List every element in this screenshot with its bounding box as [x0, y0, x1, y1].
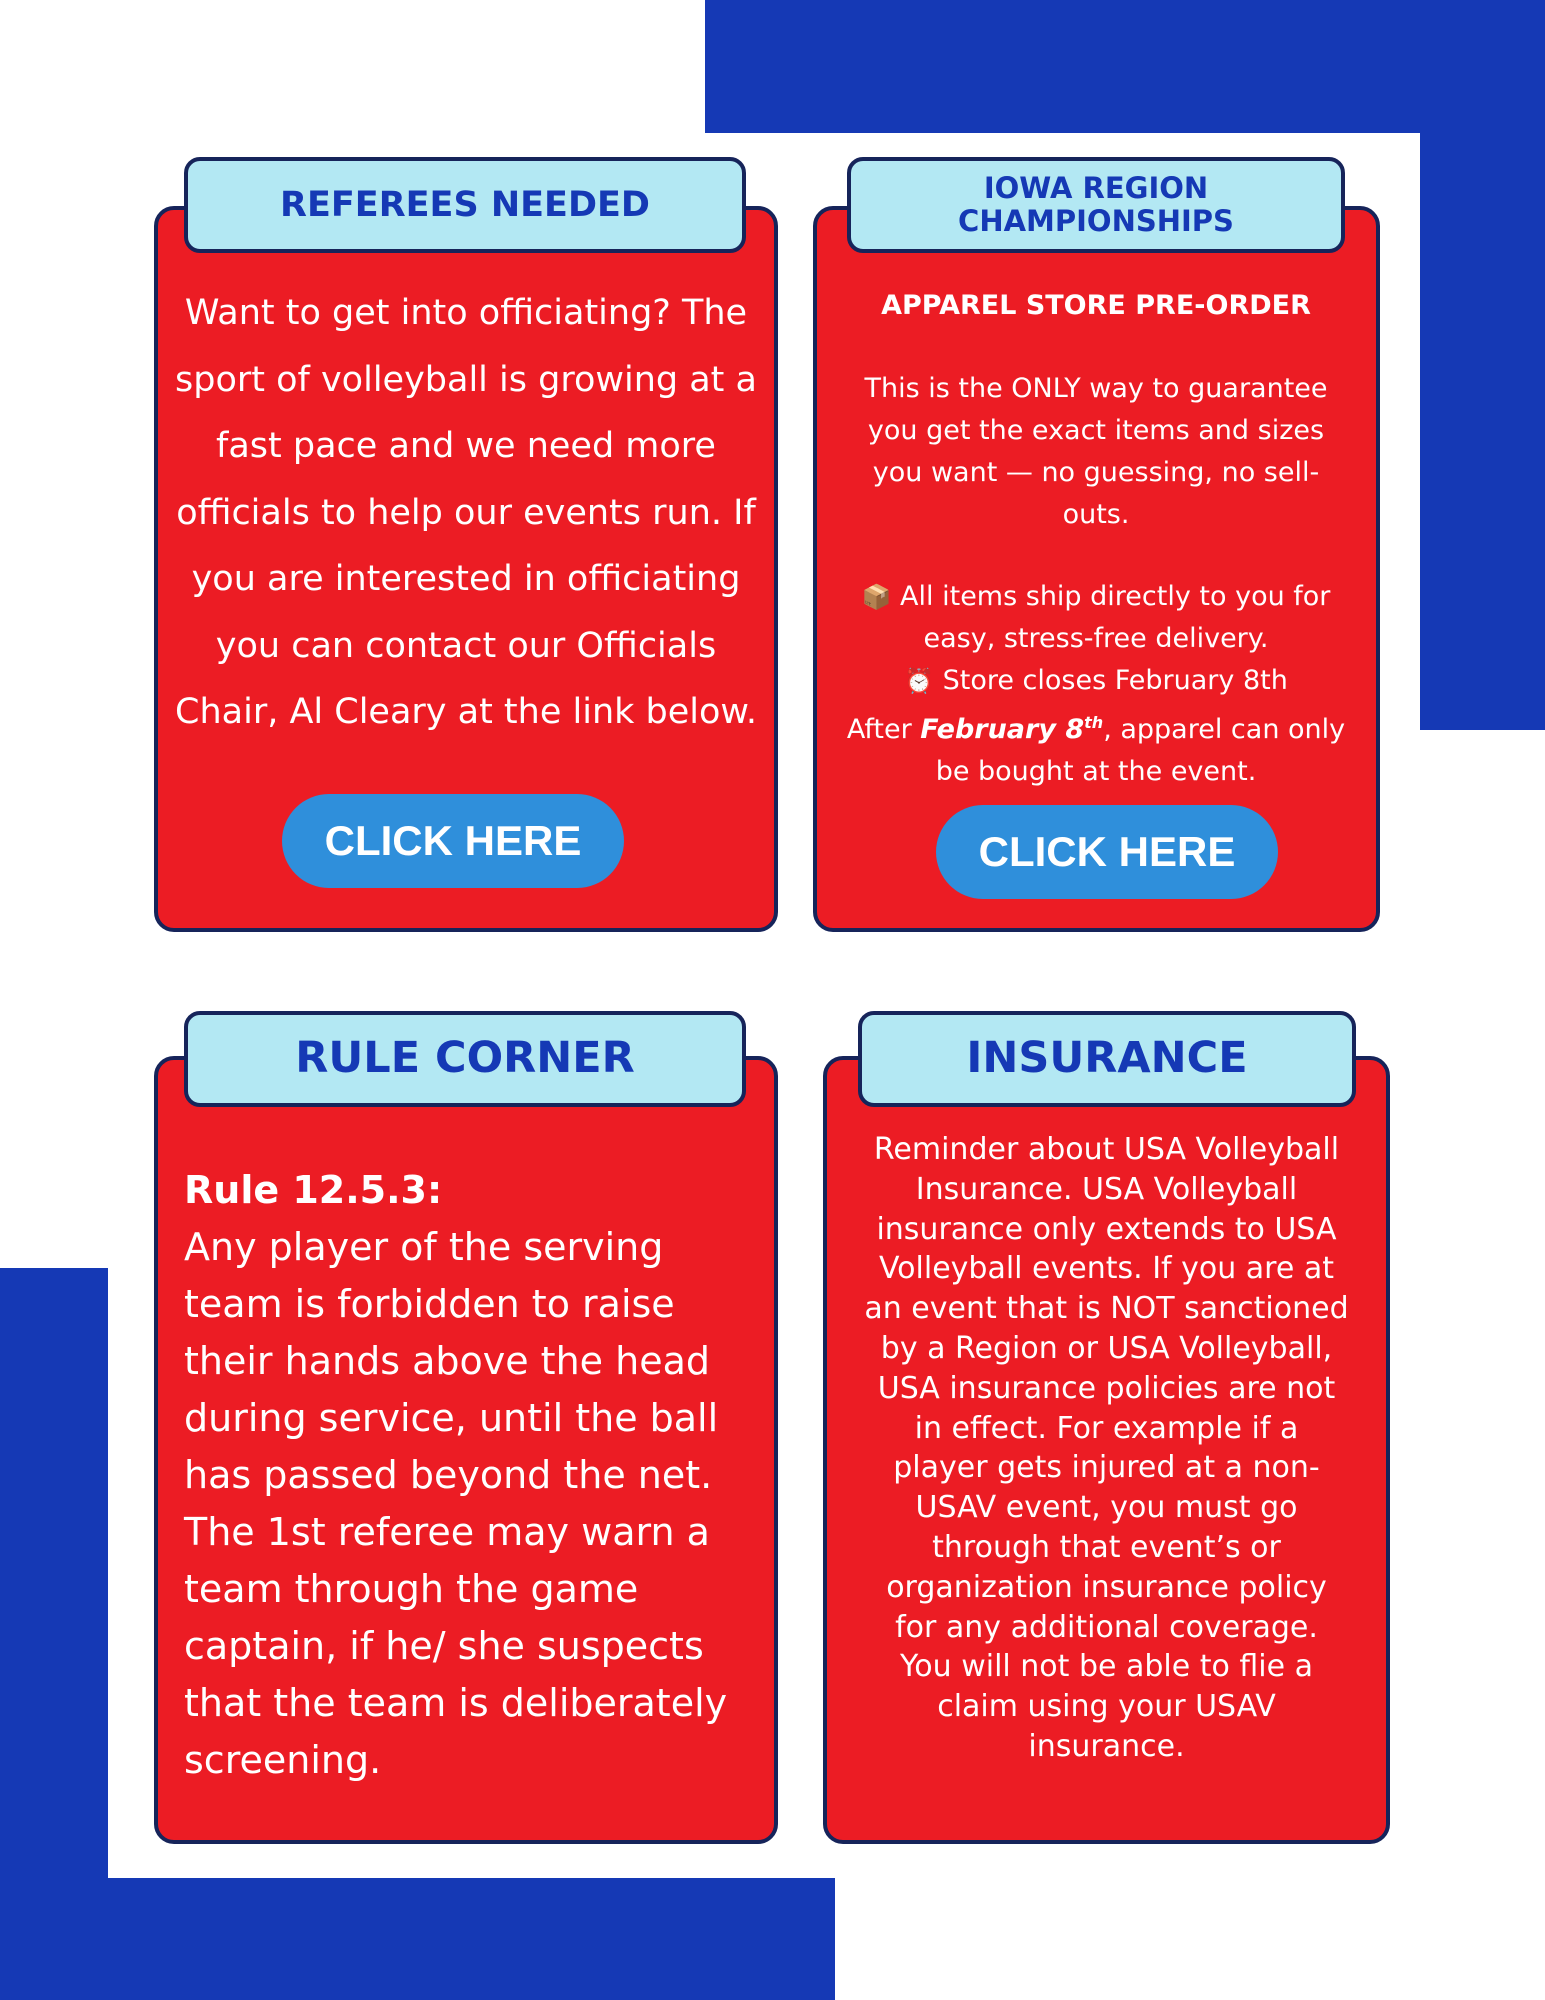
championships-intro-line: you get the exact items and sizes: [867, 415, 1325, 446]
close-line: [826, 660, 1366, 702]
rule-line: Any player of the serving: [184, 1225, 664, 1269]
insurance-line: insurance only extends to USA: [876, 1211, 1337, 1247]
after-line: [826, 702, 1366, 751]
referees-title: [184, 157, 746, 253]
insurance-line: player gets injured at a non-: [893, 1450, 1320, 1486]
insurance-line: organization insurance policy: [886, 1569, 1327, 1605]
after-line-2: be bought at the event.: [935, 756, 1257, 787]
close-text: Store closes February 8th: [942, 665, 1288, 696]
insurance-line: for any additional coverage.: [895, 1609, 1318, 1645]
insurance-line: insurance.: [1028, 1728, 1185, 1764]
championships-subheading: APPAREL STORE PRE-ORDER: [881, 290, 1311, 321]
insurance-line: USA insurance policies are not: [877, 1370, 1336, 1406]
championships-intro-line: you want — no guessing, no sell-: [872, 457, 1320, 488]
championships-details: [826, 576, 1366, 793]
rule-corner-title: [184, 1011, 746, 1107]
rule-heading: Rule 12.5.3:: [184, 1168, 443, 1212]
rule-line: The 1st referee may warn a: [184, 1510, 710, 1554]
ship-line: [826, 576, 1366, 618]
referees-title-text: REFEREES NEEDED: [280, 184, 650, 225]
rule-line: team is forbidden to raise: [184, 1282, 675, 1326]
insurance-line: USAV event, you must go: [915, 1490, 1298, 1526]
alarm-clock-icon: ⏰: [904, 667, 935, 695]
rule-line: during service, until the ball: [184, 1396, 719, 1440]
rule-corner-title-text: RULE CORNER: [295, 1033, 635, 1084]
insurance-line: through that event’s or: [932, 1529, 1281, 1565]
after-date: February 8th: [920, 713, 1104, 745]
insurance-line: Reminder about USA Volleyball: [873, 1132, 1340, 1167]
insurance-body: [838, 1130, 1375, 1767]
insurance-line: claim using your USAV: [937, 1689, 1276, 1725]
ship-text: All items ship directly to you for: [900, 581, 1331, 612]
decorative-blue-block-bottom: [0, 1878, 835, 2000]
championships-intro: [826, 368, 1366, 536]
rule-corner-body: [184, 1162, 764, 1789]
rule-line: screening.: [184, 1738, 382, 1782]
referees-body: [170, 280, 762, 746]
insurance-title-text: INSURANCE: [966, 1033, 1248, 1084]
rule-line: that the team is deliberately: [184, 1681, 728, 1725]
after-prefix: After: [846, 714, 921, 745]
referees-line: Chair, Al Cleary at the link below.: [175, 692, 757, 732]
ship-line-2: easy, stress-free delivery.: [923, 623, 1269, 654]
rule-line: has passed beyond the net.: [184, 1453, 713, 1497]
referees-line: sport of volleyball is growing at a: [175, 359, 757, 400]
insurance-line: by a Region or USA Volleyball,: [880, 1330, 1333, 1366]
package-icon: 📦: [861, 583, 892, 611]
championships-title: [847, 157, 1345, 253]
after-suffix: , apparel can only: [1103, 714, 1346, 745]
referees-click-here-button[interactable]: CLICK HERE: [282, 794, 624, 888]
championships-title-line: IOWA REGION: [983, 170, 1209, 205]
referees-line: fast pace and we need more: [216, 426, 716, 466]
decorative-blue-block-right: [1420, 0, 1545, 730]
rule-line: their hands above the head: [184, 1339, 710, 1383]
rule-line: captain, if he/ she suspects: [184, 1624, 704, 1668]
insurance-title: [858, 1011, 1356, 1107]
championships-click-here-button[interactable]: CLICK HERE: [936, 805, 1278, 899]
rule-line: team through the game: [184, 1567, 639, 1611]
insurance-line: an event that is NOT sanctioned: [864, 1291, 1349, 1327]
referees-line: you are interested in officiating: [191, 559, 741, 599]
referees-line: you can contact our Officials: [215, 625, 717, 666]
insurance-line: Insurance. USA Volleyball: [915, 1171, 1298, 1207]
referees-line: officials to help our events run. If: [176, 492, 756, 533]
championships-intro-line: This is the ONLY way to guarantee: [864, 373, 1328, 404]
decorative-blue-block-top: [705, 0, 1545, 133]
insurance-line: in effect. For example if a: [914, 1410, 1299, 1446]
championships-intro-line: outs.: [1062, 499, 1130, 530]
referees-line: Want to get into officiating? The: [184, 293, 748, 333]
insurance-line: Volleyball events. If you are at: [878, 1251, 1334, 1287]
championships-title-line: CHAMPIONSHIPS: [958, 204, 1234, 238]
insurance-line: You will not be able to flie a: [899, 1649, 1314, 1685]
